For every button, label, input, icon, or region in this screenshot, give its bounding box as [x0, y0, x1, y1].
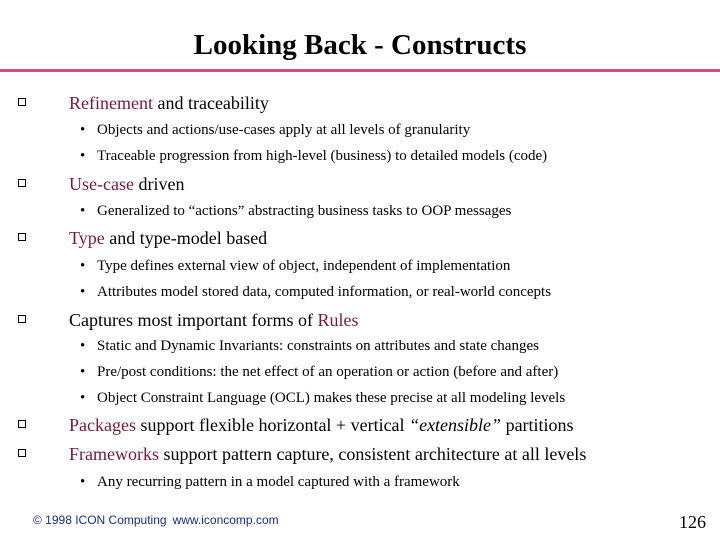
sub-bullet-item: [0, 146, 720, 166]
dot-bullet-icon: •: [80, 148, 86, 164]
bullet-text: [69, 414, 574, 436]
emphasis-extensible: “extensible”: [409, 415, 502, 435]
checkbox-bullet-icon: [18, 179, 26, 187]
bullet-text: [69, 173, 184, 195]
checkbox-bullet-icon: [18, 233, 26, 241]
bullet-text-rest: and traceability: [152, 93, 269, 113]
checkbox-bullet-icon: [18, 420, 26, 428]
bullet-text-prefix: Captures most important forms of: [69, 310, 318, 330]
checkbox-bullet-icon: [18, 449, 26, 457]
sub-bullet-text: Traceable progression from high-level (business) to detailed models (code): [97, 148, 548, 164]
checkbox-bullet-icon: [18, 98, 26, 106]
footer-credit: [33, 513, 279, 527]
keyword-type: Type: [69, 228, 105, 248]
dot-bullet-icon: •: [80, 364, 86, 380]
dot-bullet-icon: •: [80, 284, 86, 300]
dot-bullet-icon: •: [80, 338, 86, 354]
sub-bullet-item: [0, 388, 720, 408]
sub-bullet-text: Type defines external view of object, independent of implementation: [97, 258, 511, 274]
sub-bullet-item: [0, 472, 720, 492]
bullet-item-refinement: [0, 92, 720, 114]
bullet-item-frameworks: [0, 443, 720, 465]
bullet-text: [69, 443, 586, 465]
checkbox-bullet-icon: [18, 315, 26, 323]
dot-bullet-icon: •: [80, 203, 86, 219]
sub-bullet-text: Attributes model stored data, computed information, or real-world concepts: [97, 284, 552, 300]
dot-bullet-icon: •: [80, 122, 86, 138]
sub-bullet-item: [0, 336, 720, 356]
bullet-text-rest: support pattern capture, consistent architecture at all levels: [158, 444, 587, 464]
sub-bullet-text: Any recurring pattern in a model captured with a framework: [97, 474, 460, 490]
sub-bullet-item: [0, 256, 720, 276]
bullet-item-type: [0, 227, 720, 249]
keyword-frameworks: Frameworks: [69, 444, 159, 464]
bullet-item-packages: [0, 414, 720, 436]
bullet-item-rules: [0, 309, 720, 331]
sub-bullet-text: Pre/post conditions: the net effect of an operation or action (before and after): [97, 364, 559, 380]
bullet-text: [69, 92, 269, 114]
sub-bullet-item: [0, 282, 720, 302]
bullet-text-rest: support flexible horizontal + vertical: [135, 415, 410, 435]
bullet-text-rest: and type-model based: [104, 228, 268, 248]
bullet-text-tail: partitions: [501, 415, 574, 435]
title-divider: [0, 69, 720, 72]
slide-title: Looking Back - Constructs: [193, 29, 527, 61]
footer-url: www.iconcomp.com: [172, 513, 279, 527]
keyword-rules: Rules: [317, 310, 359, 330]
keyword-refinement: Refinement: [69, 93, 153, 113]
keyword-use-case: Use-case: [69, 174, 134, 194]
keyword-packages: Packages: [69, 415, 136, 435]
bullet-text: [69, 309, 358, 331]
bullet-item-use-case: [0, 173, 720, 195]
copyright-text: © 1998 ICON Computing: [33, 513, 167, 527]
dot-bullet-icon: •: [80, 258, 86, 274]
dot-bullet-icon: •: [80, 390, 86, 406]
sub-bullet-text: Generalized to “actions” abstracting business tasks to OOP messages: [97, 203, 512, 219]
sub-bullet-text: Objects and actions/use-cases apply at all levels of granularity: [97, 122, 471, 138]
page-number: 126: [679, 512, 706, 532]
sub-bullet-text: Static and Dynamic Invariants: constraints on attributes and state changes: [97, 338, 539, 354]
bullet-text: [69, 227, 267, 249]
sub-bullet-text: Object Constraint Language (OCL) makes these precise at all modeling levels: [97, 390, 566, 406]
sub-bullet-item: [0, 201, 720, 221]
sub-bullet-item: [0, 120, 720, 140]
dot-bullet-icon: •: [80, 474, 86, 490]
sub-bullet-item: [0, 362, 720, 382]
bullet-text-rest: driven: [133, 174, 185, 194]
